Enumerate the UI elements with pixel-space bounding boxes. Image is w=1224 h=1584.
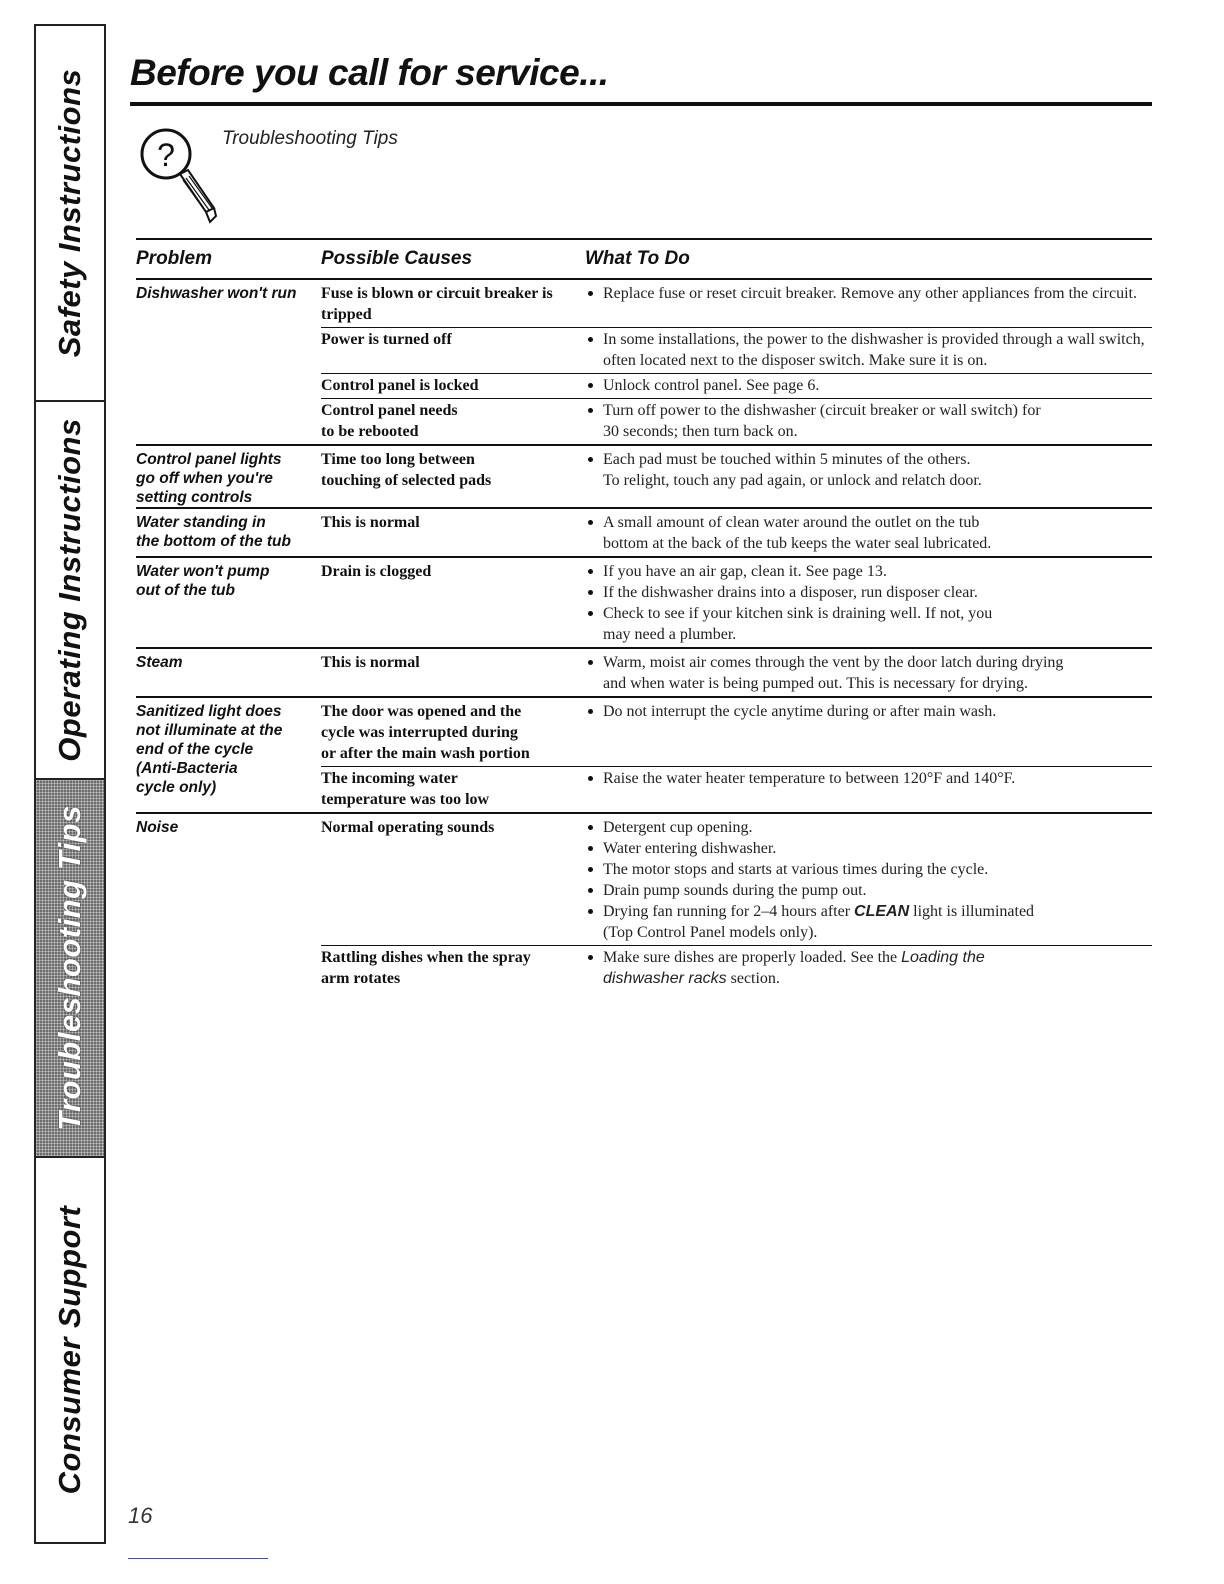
- page-title: Before you call for service...: [130, 52, 609, 93]
- todo-item: Raise the water heater temperature to between 120°F and 140°F.: [585, 768, 1152, 789]
- todo-item: Check to see if your kitchen sink is draining well. If not, you may need a plumber.: [585, 603, 1152, 645]
- problem-label: Noise: [136, 819, 179, 836]
- problem-label: Sanitized light does not illuminate at the end of the cycle (Anti-Bacteria cycle only): [136, 703, 283, 796]
- cause-text: The door was opened and the cycle was interrupted during or after the main wash portion: [321, 703, 530, 762]
- problem-label: Water won't pump out of the tub: [136, 563, 270, 599]
- table-row: [321, 560, 1152, 647]
- todo-item: The motor stops and starts at various times during the cycle.: [585, 859, 1152, 880]
- todo-item: Warm, moist air comes through the vent by the door latch during drying and when water is being pumped out. This is necessary for drying.: [585, 652, 1152, 694]
- tab-label: Safety Instructions: [52, 68, 87, 358]
- page-number: 16: [128, 1503, 153, 1528]
- todo-text: light is illuminated (Top Control Panel models only).: [603, 903, 1035, 941]
- tab-label: Operating Instructions: [52, 418, 87, 762]
- tab-troubleshooting-tips[interactable]: [34, 778, 106, 1158]
- column-header-causes: Possible Causes: [321, 248, 473, 269]
- todo-text: Make sure dishes are properly loaded. See the: [603, 949, 902, 966]
- table-row: [321, 511, 1152, 556]
- cause-text: Normal operating sounds: [321, 819, 495, 836]
- cause-text: Control panel needs to be rebooted: [321, 402, 458, 440]
- table-row-group: [136, 558, 1152, 649]
- cause-text: Fuse is blown or circuit breaker is tripped: [321, 285, 553, 323]
- footer-rule: [128, 1558, 268, 1559]
- todo-item: [585, 947, 1152, 989]
- tab-label: Consumer Support: [52, 1205, 87, 1495]
- table-row-group: [136, 698, 1152, 814]
- todo-item: In some installations, the power to the dishwasher is provided through a wall switch, often located next to the disposer switch. Make sure it is on.: [585, 329, 1152, 371]
- problem-label: Dishwasher won't run: [136, 285, 297, 302]
- todo-text: section.: [726, 970, 780, 987]
- table-header: [136, 240, 1152, 278]
- todo-item: Each pad must be touched within 5 minutes of the others. To relight, touch any pad again, or unlock and relatch door.: [585, 449, 1152, 491]
- column-header-problem: Problem: [136, 248, 213, 269]
- todo-item: If the dishwasher drains into a disposer, run disposer clear.: [585, 582, 1152, 603]
- table-row-group: [136, 446, 1152, 509]
- title-rule: [130, 102, 1152, 106]
- table-row: [321, 651, 1152, 696]
- table-row-group: [136, 649, 1152, 698]
- table-row-group: [136, 280, 1152, 446]
- table-row: [321, 398, 1152, 444]
- todo-item: Detergent cup opening.: [585, 817, 1152, 838]
- troubleshooting-table: [136, 238, 1152, 991]
- todo-item: Do not interrupt the cycle anytime during or after main wash.: [585, 701, 1152, 722]
- cause-text: Drain is clogged: [321, 563, 432, 580]
- clean-keyword: CLEAN: [854, 903, 910, 920]
- problem-label: Steam: [136, 654, 183, 671]
- tab-safety-instructions[interactable]: [34, 24, 106, 402]
- table-row: [321, 448, 1152, 493]
- tab-operating-instructions[interactable]: [34, 400, 106, 780]
- table-row: [321, 945, 1152, 991]
- cause-text: Time too long between touching of selected pads: [321, 451, 492, 489]
- problem-label: Water standing in the bottom of the tub: [136, 514, 291, 550]
- section-subtitle: Troubleshooting Tips: [222, 128, 398, 149]
- cause-text: This is normal: [321, 514, 420, 531]
- tab-consumer-support[interactable]: [34, 1156, 106, 1544]
- todo-item: Unlock control panel. See page 6.: [585, 375, 1152, 396]
- cause-text: This is normal: [321, 654, 420, 671]
- todo-item: Drain pump sounds during the pump out.: [585, 880, 1152, 901]
- todo-item: Turn off power to the dishwasher (circuit breaker or wall switch) for 30 seconds; then turn back on.: [585, 400, 1152, 442]
- cause-text: Control panel is locked: [321, 377, 479, 394]
- table-row-group: [136, 509, 1152, 558]
- table-row: [321, 700, 1152, 766]
- problem-label: Control panel lights go off when you're setting controls: [136, 451, 282, 506]
- table-row: [321, 373, 1152, 398]
- svg-text:?: ?: [157, 137, 175, 173]
- column-header-what-to-do: What To Do: [585, 248, 690, 269]
- table-row: [321, 816, 1152, 945]
- todo-text: Drying fan running for 2–4 hours after: [603, 903, 855, 920]
- table-row: [321, 327, 1152, 373]
- todo-item: Water entering dishwasher.: [585, 838, 1152, 859]
- cause-text: Rattling dishes when the spray arm rotates: [321, 949, 531, 987]
- table-row: [321, 282, 1152, 327]
- todo-item: If you have an air gap, clean it. See page 13.: [585, 561, 1152, 582]
- question-mark-magnifier-icon: [136, 116, 236, 236]
- tab-label: Troubleshooting Tips: [52, 805, 87, 1131]
- table-row: [321, 766, 1152, 812]
- cause-text: Power is turned off: [321, 331, 452, 348]
- todo-item: [585, 901, 1152, 943]
- cause-text: The incoming water temperature was too low: [321, 770, 490, 808]
- section-reference: Loading the dishwasher racks: [603, 949, 985, 987]
- todo-item: Replace fuse or reset circuit breaker. Remove any other appliances from the circuit.: [585, 283, 1152, 304]
- sidebar-tabs: [34, 24, 106, 1544]
- todo-item: A small amount of clean water around the outlet on the tub bottom at the back of the tub keeps the water seal lubricated.: [585, 512, 1152, 554]
- table-row-group: [136, 814, 1152, 991]
